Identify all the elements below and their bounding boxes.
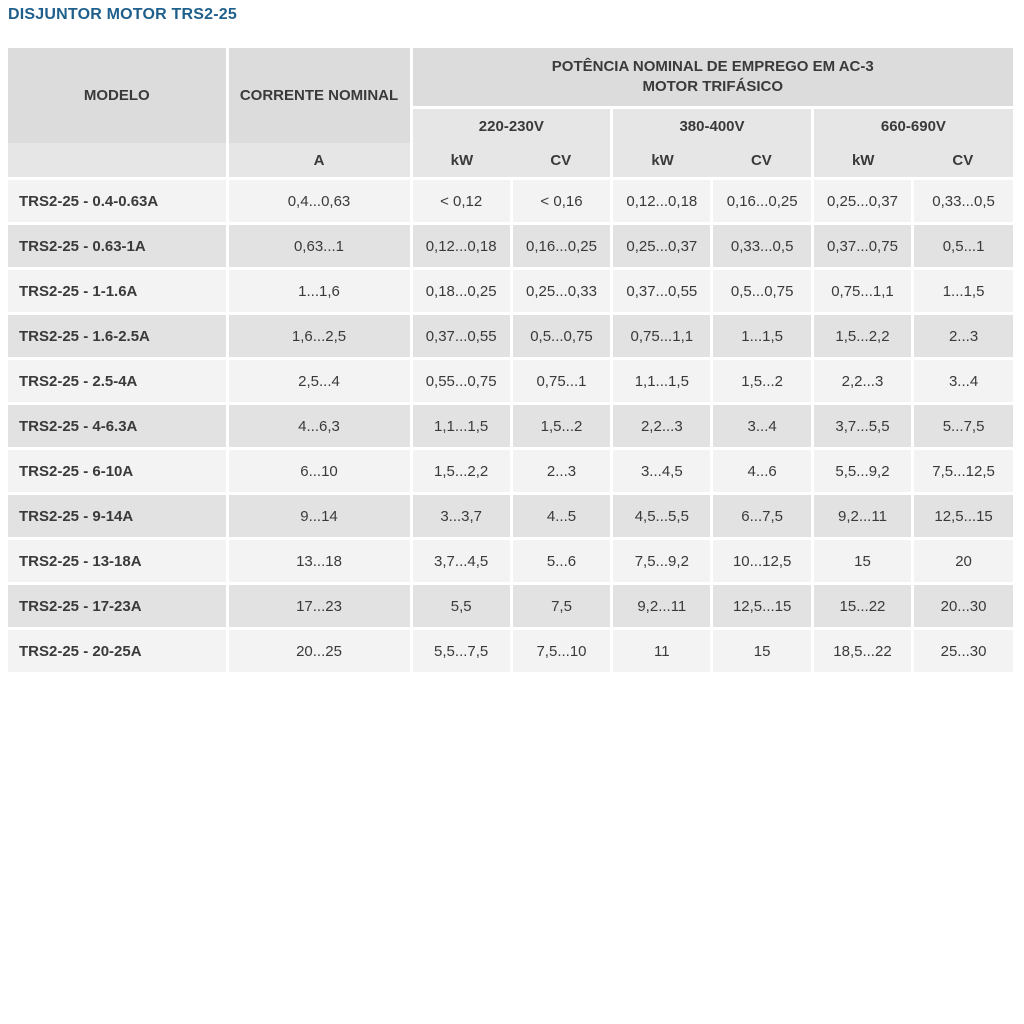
cell-kw-660: 5,5...9,2 bbox=[812, 449, 912, 494]
cell-current: 0,4...0,63 bbox=[227, 179, 411, 224]
header-power bbox=[411, 48, 1013, 108]
cell-model: TRS2-25 - 0.63-1A bbox=[8, 224, 227, 269]
table-row bbox=[8, 269, 1013, 314]
table-row bbox=[8, 449, 1013, 494]
cell-cv-660: 7,5...12,5 bbox=[913, 449, 1013, 494]
cell-model: TRS2-25 - 20-25A bbox=[8, 629, 227, 673]
cell-model: TRS2-25 - 0.4-0.63A bbox=[8, 179, 227, 224]
cell-cv-220: 5...6 bbox=[511, 539, 611, 584]
cell-cv-380: 0,5...0,75 bbox=[712, 269, 812, 314]
cell-model: TRS2-25 - 13-18A bbox=[8, 539, 227, 584]
cell-kw-660: 18,5...22 bbox=[812, 629, 912, 673]
cell-kw-380: 4,5...5,5 bbox=[612, 494, 712, 539]
cell-model: TRS2-25 - 2.5-4A bbox=[8, 359, 227, 404]
cell-cv-380: 12,5...15 bbox=[712, 584, 812, 629]
cell-model: TRS2-25 - 1.6-2.5A bbox=[8, 314, 227, 359]
cell-cv-660: 1...1,5 bbox=[913, 269, 1013, 314]
cell-kw-380: 0,37...0,55 bbox=[612, 269, 712, 314]
cell-current: 4...6,3 bbox=[227, 404, 411, 449]
cell-kw-660: 15 bbox=[812, 539, 912, 584]
cell-cv-660: 20...30 bbox=[913, 584, 1013, 629]
cell-cv-380: 10...12,5 bbox=[712, 539, 812, 584]
cell-cv-220: 7,5 bbox=[511, 584, 611, 629]
cell-cv-380: 6...7,5 bbox=[712, 494, 812, 539]
header-unit-kw-380: kW bbox=[612, 143, 712, 179]
cell-cv-660: 20 bbox=[913, 539, 1013, 584]
cell-cv-220: 7,5...10 bbox=[511, 629, 611, 673]
cell-current: 20...25 bbox=[227, 629, 411, 673]
cell-kw-380: 1,1...1,5 bbox=[612, 359, 712, 404]
cell-cv-380: 4...6 bbox=[712, 449, 812, 494]
cell-current: 9...14 bbox=[227, 494, 411, 539]
table-row bbox=[8, 494, 1013, 539]
cell-current: 1,6...2,5 bbox=[227, 314, 411, 359]
cell-kw-220: < 0,12 bbox=[411, 179, 511, 224]
cell-kw-660: 15...22 bbox=[812, 584, 912, 629]
cell-model: TRS2-25 - 9-14A bbox=[8, 494, 227, 539]
header-model-spacer bbox=[8, 143, 227, 179]
cell-kw-220: 0,12...0,18 bbox=[411, 224, 511, 269]
cell-cv-380: 1,5...2 bbox=[712, 359, 812, 404]
table-body bbox=[8, 179, 1013, 673]
table-row bbox=[8, 539, 1013, 584]
table-row bbox=[8, 359, 1013, 404]
cell-kw-380: 2,2...3 bbox=[612, 404, 712, 449]
header-unit-cv-380: CV bbox=[712, 143, 812, 179]
document-title: DISJUNTOR MOTOR TRS2-25 bbox=[8, 6, 237, 23]
cell-kw-220: 0,55...0,75 bbox=[411, 359, 511, 404]
cell-cv-220: 0,25...0,33 bbox=[511, 269, 611, 314]
cell-cv-380: 15 bbox=[712, 629, 812, 673]
table-row bbox=[8, 404, 1013, 449]
cell-current: 17...23 bbox=[227, 584, 411, 629]
cell-current: 13...18 bbox=[227, 539, 411, 584]
cell-kw-380: 11 bbox=[612, 629, 712, 673]
cell-kw-380: 0,75...1,1 bbox=[612, 314, 712, 359]
cell-current: 2,5...4 bbox=[227, 359, 411, 404]
cell-cv-660: 0,5...1 bbox=[913, 224, 1013, 269]
cell-cv-220: 1,5...2 bbox=[511, 404, 611, 449]
cell-cv-220: < 0,16 bbox=[511, 179, 611, 224]
cell-cv-220: 0,16...0,25 bbox=[511, 224, 611, 269]
cell-kw-380: 3...4,5 bbox=[612, 449, 712, 494]
cell-kw-660: 0,37...0,75 bbox=[812, 224, 912, 269]
cell-kw-380: 7,5...9,2 bbox=[612, 539, 712, 584]
cell-cv-220: 0,75...1 bbox=[511, 359, 611, 404]
table-row bbox=[8, 314, 1013, 359]
cell-kw-380: 9,2...11 bbox=[612, 584, 712, 629]
cell-cv-220: 2...3 bbox=[511, 449, 611, 494]
cell-kw-660: 2,2...3 bbox=[812, 359, 912, 404]
table-row bbox=[8, 584, 1013, 629]
cell-model: TRS2-25 - 6-10A bbox=[8, 449, 227, 494]
cell-kw-380: 0,25...0,37 bbox=[612, 224, 712, 269]
cell-cv-380: 3...4 bbox=[712, 404, 812, 449]
cell-cv-220: 4...5 bbox=[511, 494, 611, 539]
cell-kw-220: 5,5 bbox=[411, 584, 511, 629]
table-row bbox=[8, 224, 1013, 269]
cell-current: 0,63...1 bbox=[227, 224, 411, 269]
cell-kw-660: 9,2...11 bbox=[812, 494, 912, 539]
cell-kw-660: 0,75...1,1 bbox=[812, 269, 912, 314]
header-current: CORRENTE NOMINAL bbox=[227, 48, 411, 143]
cell-kw-220: 0,18...0,25 bbox=[411, 269, 511, 314]
header-unit-kw-660: kW bbox=[812, 143, 912, 179]
header-unit-kw-220: kW bbox=[411, 143, 511, 179]
table-row bbox=[8, 629, 1013, 673]
cell-kw-220: 5,5...7,5 bbox=[411, 629, 511, 673]
cell-cv-380: 0,16...0,25 bbox=[712, 179, 812, 224]
table-header bbox=[8, 48, 1013, 179]
cell-cv-660: 2...3 bbox=[913, 314, 1013, 359]
cell-kw-380: 0,12...0,18 bbox=[612, 179, 712, 224]
header-unit-cv-660: CV bbox=[913, 143, 1013, 179]
cell-cv-220: 0,5...0,75 bbox=[511, 314, 611, 359]
cell-kw-660: 3,7...5,5 bbox=[812, 404, 912, 449]
cell-cv-380: 1...1,5 bbox=[712, 314, 812, 359]
header-model: MODELO bbox=[8, 48, 227, 143]
header-voltage-220: 220-230V bbox=[411, 108, 612, 144]
cell-kw-220: 3...3,7 bbox=[411, 494, 511, 539]
cell-kw-220: 0,37...0,55 bbox=[411, 314, 511, 359]
header-unit-cv-220: CV bbox=[511, 143, 611, 179]
cell-kw-220: 1,1...1,5 bbox=[411, 404, 511, 449]
cell-model: TRS2-25 - 17-23A bbox=[8, 584, 227, 629]
cell-kw-220: 3,7...4,5 bbox=[411, 539, 511, 584]
cell-cv-660: 25...30 bbox=[913, 629, 1013, 673]
cell-current: 6...10 bbox=[227, 449, 411, 494]
cell-cv-380: 0,33...0,5 bbox=[712, 224, 812, 269]
cell-cv-660: 12,5...15 bbox=[913, 494, 1013, 539]
header-voltage-660: 660-690V bbox=[812, 108, 1013, 144]
header-power-line2: MOTOR TRIFÁSICO bbox=[642, 78, 784, 95]
cell-kw-660: 0,25...0,37 bbox=[812, 179, 912, 224]
table-row bbox=[8, 179, 1013, 224]
cell-kw-660: 1,5...2,2 bbox=[812, 314, 912, 359]
cell-kw-220: 1,5...2,2 bbox=[411, 449, 511, 494]
spec-table bbox=[8, 48, 1013, 672]
cell-current: 1...1,6 bbox=[227, 269, 411, 314]
cell-cv-660: 3...4 bbox=[913, 359, 1013, 404]
header-power-line1: POTÊNCIA NOMINAL DE EMPREGO EM AC-3 bbox=[551, 58, 874, 75]
cell-cv-660: 0,33...0,5 bbox=[913, 179, 1013, 224]
cell-model: TRS2-25 - 1-1.6A bbox=[8, 269, 227, 314]
header-unit-current: A bbox=[227, 143, 411, 179]
cell-cv-660: 5...7,5 bbox=[913, 404, 1013, 449]
header-voltage-380: 380-400V bbox=[612, 108, 813, 144]
cell-model: TRS2-25 - 4-6.3A bbox=[8, 404, 227, 449]
